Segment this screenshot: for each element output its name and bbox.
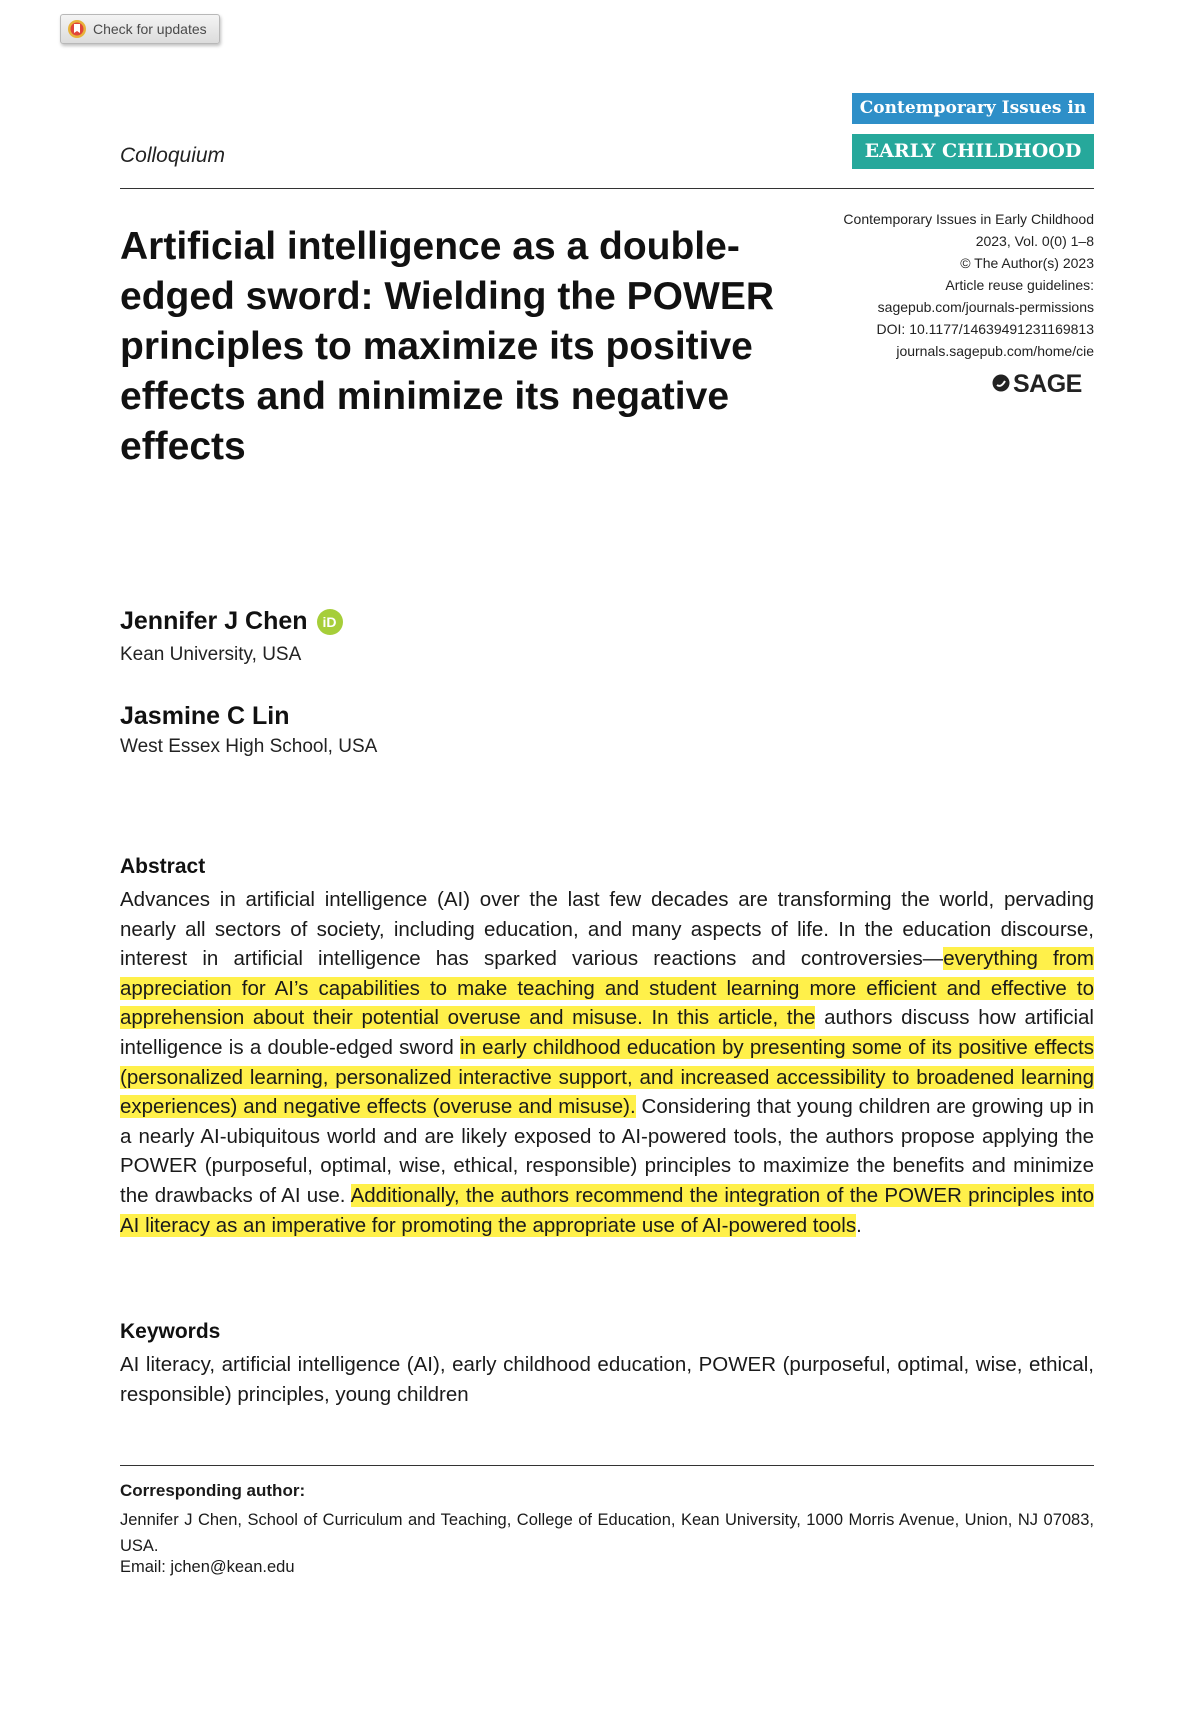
corresponding-author-details: Jennifer J Chen, School of Curriculum and Teaching, College of Education, Kean University, 1000 Morris Avenue, Union, NJ 07083, USA. [120, 1511, 1094, 1555]
author-name-2: Jasmine C Lin [120, 702, 290, 730]
check-for-updates-button[interactable] [60, 14, 220, 44]
abstract-text: Considering that young children are growing up in a nearly AI-ubiquitous world and are likely exposed to AI-powered tools, the authors propose applying the POWER (purposeful, optimal, wise, ethical, responsible) principles to maximize the benefits and minimize the drawbacks of AI use. [120, 1095, 1094, 1207]
doi[interactable]: DOI: 10.1177/14639491231169813 [876, 321, 1094, 337]
abstract-text: . [856, 1213, 862, 1237]
keywords-body: AI literacy, artificial intelligence (AI), early childhood education, POWER (purposeful, optimal, wise, ethical, responsible) principles, young children [120, 1353, 1094, 1406]
sage-logo-icon [992, 370, 1010, 399]
article-title: Artificial intelligence as a double-edged sword: Wielding the POWER principles to maximize its positive effects and minimize its negative effects [120, 225, 774, 468]
journal-banner-top: Contemporary Issues in [852, 93, 1094, 124]
abstract-highlight: in early childhood education by presenting some of its positive effects (personalized learning, personalized interactive support, and increased accessibility to broadened learning experiences) and negative effects (overuse and misuse). [120, 1035, 1094, 1119]
section-label: Colloquium [120, 144, 226, 167]
journal-name: Contemporary Issues in Early Childhood [843, 211, 1094, 227]
sage-logo [992, 370, 1082, 399]
reuse-link[interactable]: sagepub.com/journals-permissions [877, 299, 1094, 315]
author-name-1 [120, 607, 343, 636]
footer-divider [120, 1465, 1094, 1466]
abstract-text: authors discuss how artificial intelligence is a double-edged sword [120, 1006, 1094, 1059]
check-updates-icon [67, 19, 87, 39]
volume-info: 2023, Vol. 0(0) 1–8 [975, 233, 1094, 249]
check-for-updates-label: Check for updates [93, 21, 207, 37]
corresponding-author-heading: Corresponding author: [120, 1481, 306, 1500]
abstract-highlight: Additionally, the authors recommend the integration of the POWER principles into AI literacy as an imperative for promoting the appropriate use of AI-powered tools [120, 1183, 1094, 1237]
reuse-label: Article reuse guidelines: [945, 277, 1094, 293]
article-meta [740, 208, 1094, 362]
copyright: © The Author(s) 2023 [960, 255, 1094, 271]
corresponding-author-email[interactable]: Email: jchen@kean.edu [120, 1558, 295, 1576]
abstract-highlight: everything from appreciation for AI’s capabilities to make teaching and student learning more efficient and effective to apprehension about their potential overuse and misuse. In this article, the [120, 947, 1094, 1030]
sage-logo-text: SAGE [1013, 370, 1082, 398]
abstract-text: Advances in artificial intelligence (AI) over the last few decades are transforming the world, pervading nearly all sectors of society, including education, and many aspects of life. In the education discourse, interest in artificial intelligence has sparked various reactions and controversies— [120, 888, 1094, 971]
journal-banner-bottom: EARLY CHILDHOOD [852, 134, 1094, 169]
abstract-body [120, 885, 1094, 1240]
keywords-heading: Keywords [120, 1320, 221, 1343]
author-affiliation-2: West Essex High School, USA [120, 736, 378, 757]
author-affiliation-1: Kean University, USA [120, 644, 302, 665]
header-divider [120, 188, 1094, 189]
journal-home-link[interactable]: journals.sagepub.com/home/cie [896, 343, 1094, 359]
orcid-icon[interactable]: iD [317, 609, 343, 635]
abstract-heading: Abstract [120, 855, 206, 878]
author-name-1-text: Jennifer J Chen [120, 607, 308, 635]
